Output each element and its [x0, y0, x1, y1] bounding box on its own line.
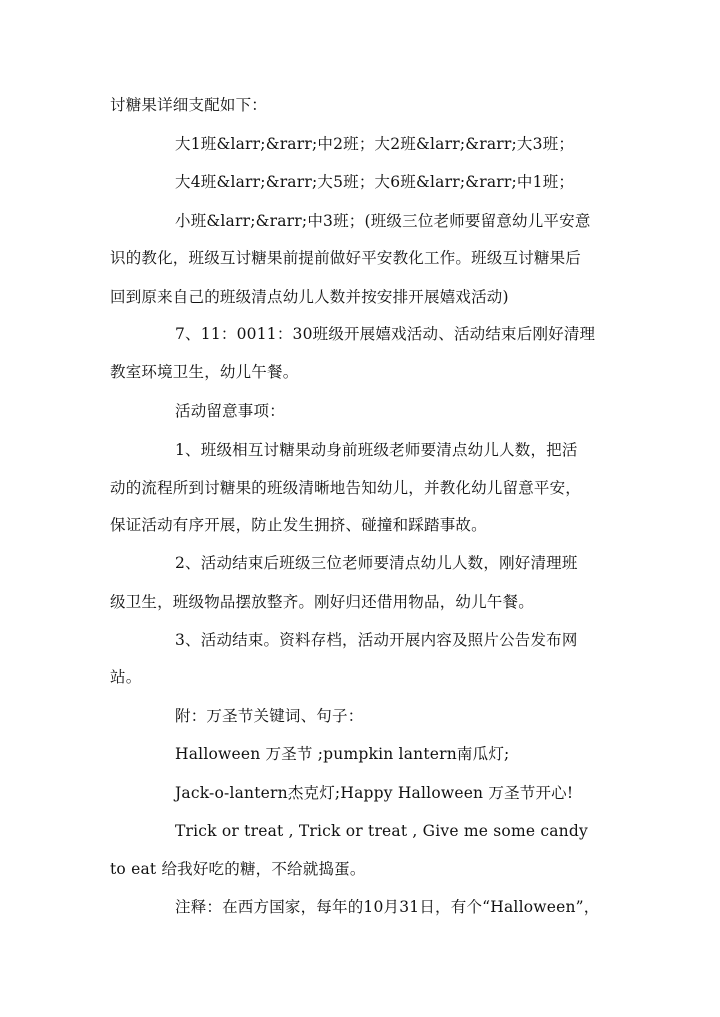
text-line: 动的流程所到讨糖果的班级清晰地告知幼儿，并教化幼儿留意平安， [110, 479, 582, 497]
text-line: 教室环境卫生，幼儿午餐。 [110, 363, 299, 381]
text-line: 7、11：0011：30班级开展嬉戏活动、活动结束后刚好清理 [175, 325, 596, 343]
text-line: 站。 [110, 668, 142, 686]
text-line: 2、活动结束后班级三位老师要清点幼儿人数，刚好清理班 [175, 554, 578, 572]
text-line: 讨糖果详细支配如下： [110, 96, 268, 114]
text-line: to eat 给我好吃的糖，不给就捣蛋。 [110, 860, 366, 878]
text-line: 附：万圣节关键词、句子： [175, 707, 364, 725]
text-line: 注释：在西方国家，每年的10月31日，有个“Halloween”， [175, 898, 600, 916]
text-line: 活动留意事项： [175, 402, 285, 420]
text-line: Halloween 万圣节 ;pumpkin lantern南瓜灯; [175, 745, 510, 763]
text-line: 3、活动结束。资料存档，活动开展内容及照片公告发布网 [175, 631, 578, 649]
text-line: 小班&larr;&rarr;中3班；(班级三位老师要留意幼儿平安意 [175, 212, 591, 230]
text-line: 大4班&larr;&rarr;大5班；大6班&larr;&rarr;中1班； [175, 173, 575, 191]
text-line: 识的教化，班级互讨糖果前提前做好平安教化工作。班级互讨糖果后 [110, 249, 582, 267]
text-line: 1、班级相互讨糖果动身前班级老师要清点幼儿人数，把活 [175, 441, 578, 459]
text-line: Trick or treat , Trick or treat , Give me some candy [175, 822, 588, 840]
text-line: 回到原来自己的班级清点幼儿人数并按安排开展嬉戏活动) [110, 288, 509, 306]
text-line: 保证活动有序开展，防止发生拥挤、碰撞和踩踏事故。 [110, 516, 487, 534]
text-line: 大1班&larr;&rarr;中2班；大2班&larr;&rarr;大3班； [175, 135, 575, 153]
text-line: Jack-o-lantern杰克灯;Happy Halloween 万圣节开心! [175, 784, 574, 802]
text-line: 级卫生，班级物品摆放整齐。刚好归还借用物品，幼儿午餐。 [110, 593, 534, 611]
